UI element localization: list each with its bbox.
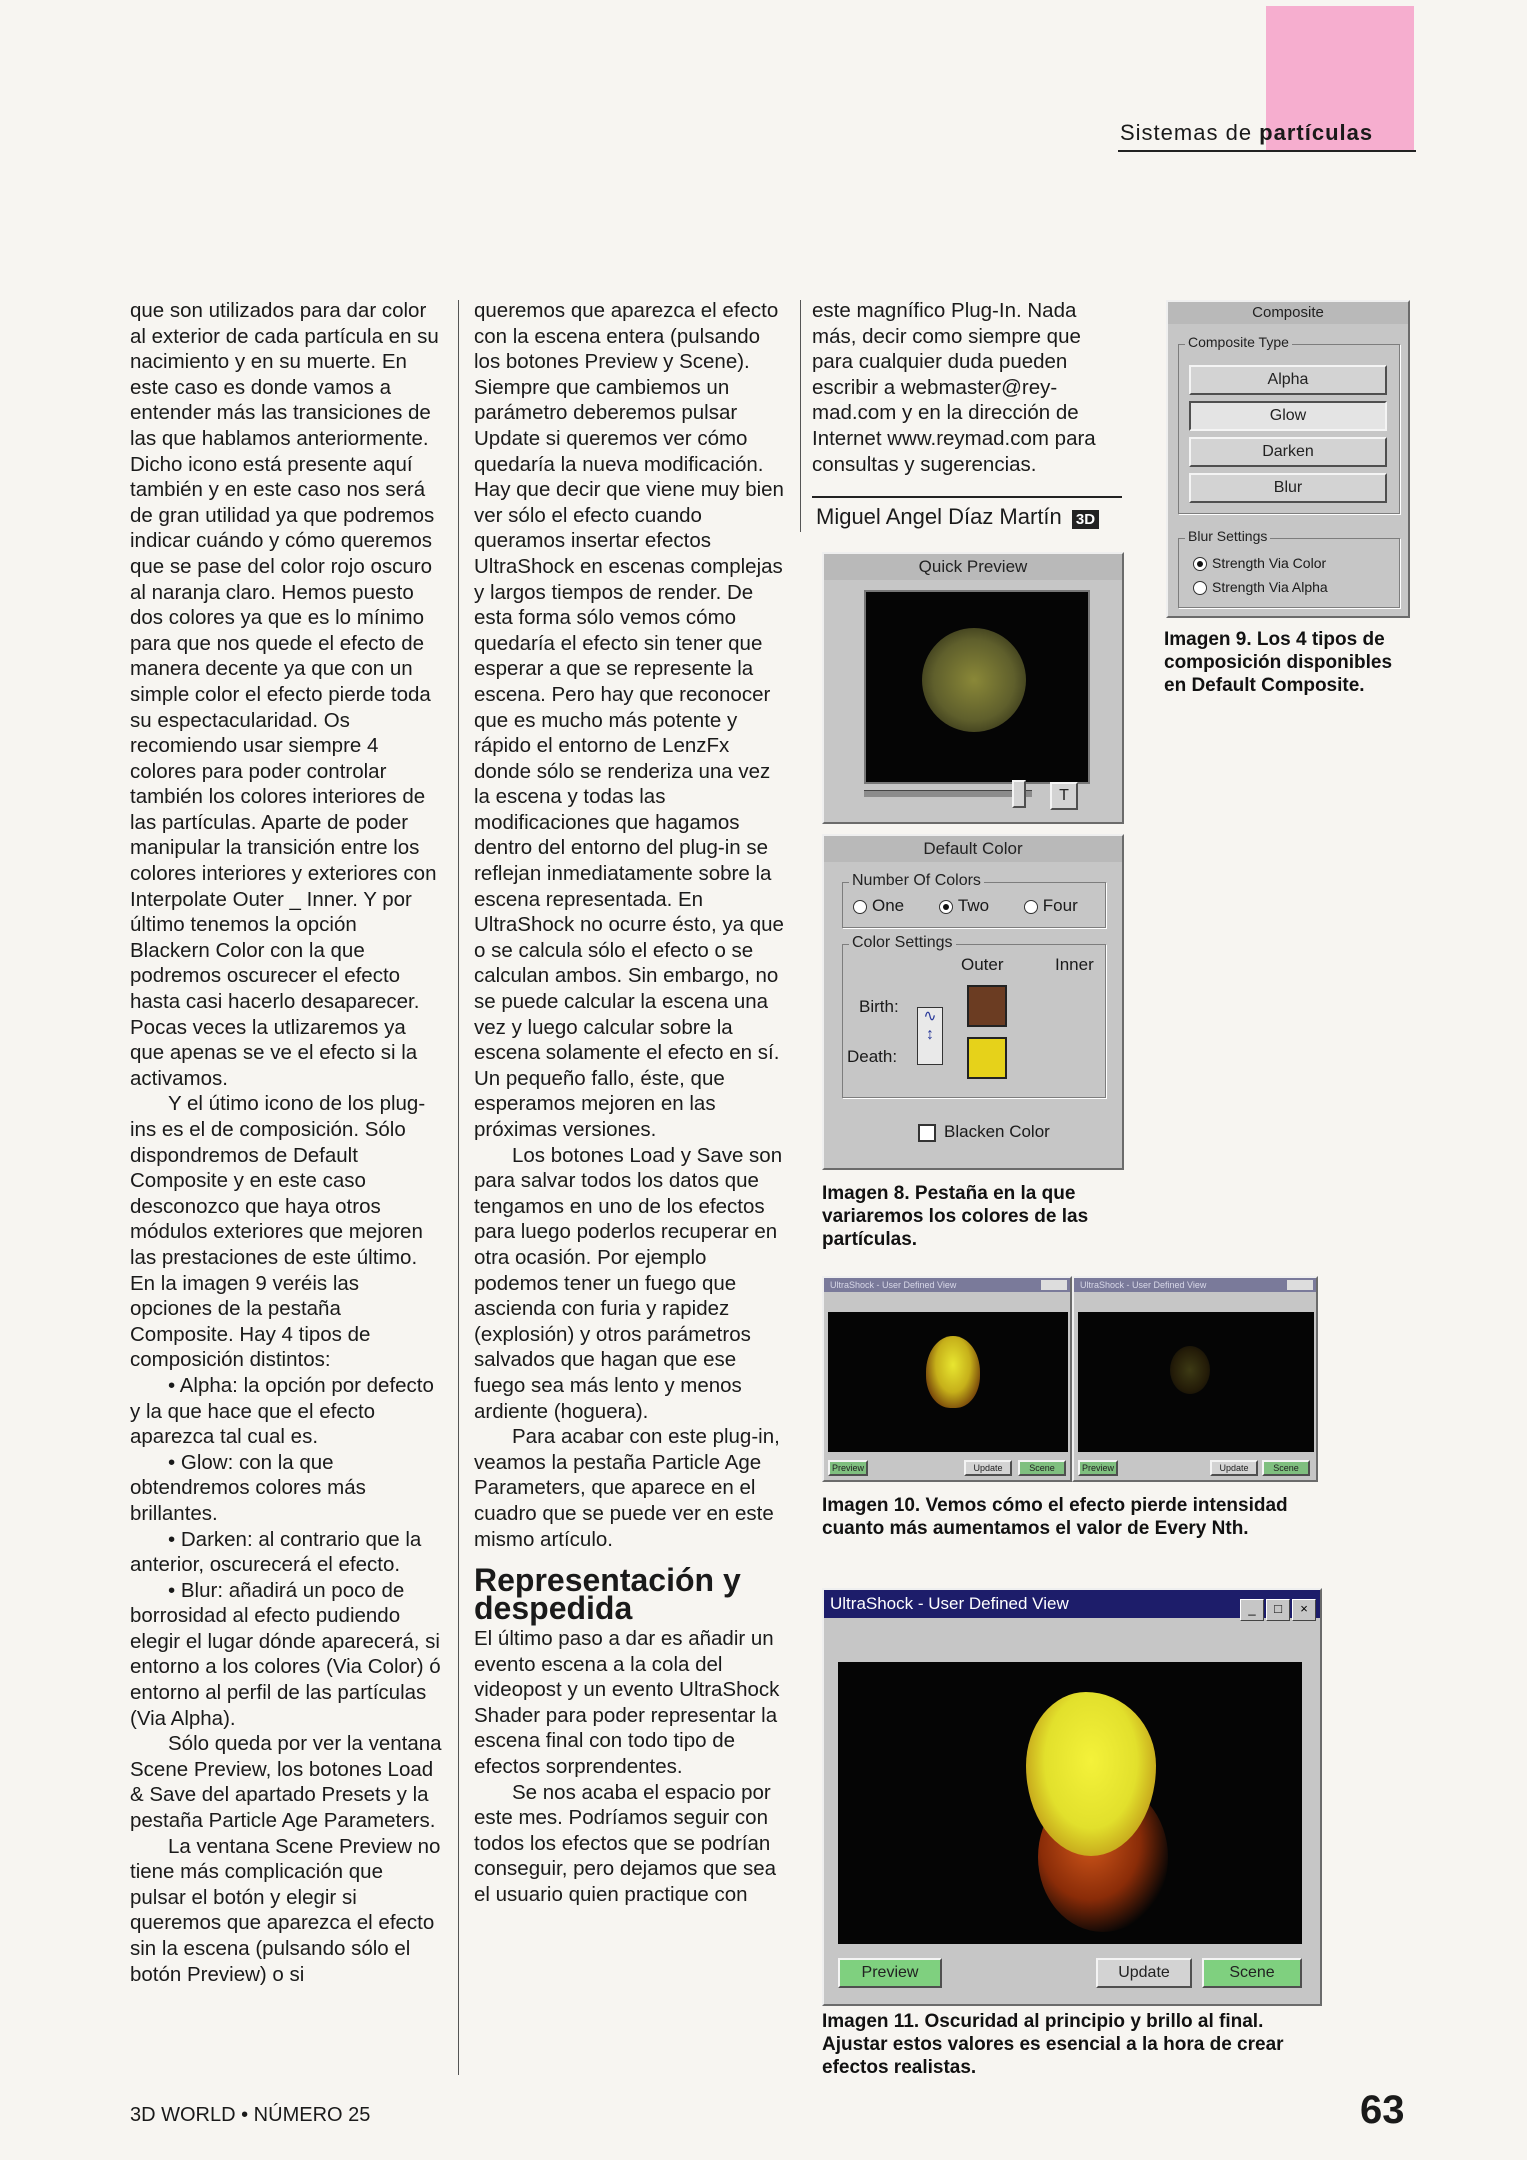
blur-button[interactable]: Blur [1189, 473, 1387, 503]
ultrashock-title: UltraShock - User Defined View [830, 1594, 1069, 1613]
quick-preview-image [864, 590, 1090, 784]
page-number-value: 63 [1360, 2088, 1405, 2132]
birth-color-swatch[interactable] [967, 985, 1007, 1027]
small-preview-button[interactable]: Preview [828, 1460, 868, 1476]
col1-paragraph: La ventana Scene Preview no tiene más complicación que pulsar el botón y elegir si queremos que aparezca el efecto sin la escena (pulsando sólo el botón Preview) o si [130, 1834, 441, 1986]
number-of-colors-group [842, 872, 1106, 928]
col1-paragraph: que son utilizados para dar color al exterior de cada partícula en su nacimiento y en su muerte. En este caso es donde vamos a entender más las transiciones de las que hablamos anteriormente. Dicho icono está presente aquí también y en este caso nos será de gran utilidad ya que podremos indicar cuándo y cómo queremos que se pase del color rojo oscuro al naranja claro. Hemos puesto dos colores ya que es lo mínimo para que nos quede el efecto de manera decente ya que con un simple color el efecto pierde toda su espectacularidad. Os recomiendo usar siempre 4 colores para poder controlar también los colores interiores de las partículas. Aparte de poder manipular la transición entre los colores interiores y exteriores con Interpolate Outer _ Inner. Y por último tenemos la opción Blackern Color con la que podremos oscurecer el efecto hasta casi hacerlo desaparecer. Pocas veces la utlizaremos ya que apenas se ve el efecto si la activamos. [130, 299, 439, 1090]
minimize-button[interactable]: _ [1240, 1599, 1264, 1621]
small-preview-button[interactable]: Preview [1078, 1460, 1118, 1476]
t-button[interactable]: T [1050, 782, 1078, 810]
radio-two-indicator [939, 900, 953, 914]
inner-label: Inner [1055, 955, 1094, 974]
author-rule [812, 496, 1122, 498]
col1-bullet: • Alpha: la opción por defecto y la que hace que el efecto aparezca tal cual es. [130, 1373, 434, 1449]
slider-thumb[interactable] [1012, 780, 1026, 808]
col2-paragraph: El último paso a dar es añadir un evento escena a la cola del videopost y un evento UltraShock Shader para poder representar la escena final con todo tipo de efectos sorprendentes. [474, 1627, 780, 1779]
maximize-button[interactable]: □ [1266, 1599, 1290, 1621]
frame-slider[interactable] [864, 790, 1032, 797]
close-button[interactable]: × [1292, 1599, 1316, 1621]
birth-label: Birth: [859, 997, 899, 1016]
fire-effect-dim [1170, 1346, 1210, 1394]
header-rule [1118, 150, 1416, 152]
composite-title: Composite [1168, 302, 1408, 324]
radio-one-label: One [872, 896, 905, 915]
transition-icon[interactable]: ∿ ↕ [917, 1007, 943, 1065]
small-render-window-right [1072, 1276, 1318, 1482]
radio-one-indicator [853, 900, 867, 914]
column-rule [800, 300, 801, 532]
col2-paragraph: Se nos acaba el espacio por este mes. Podríamos seguir con todos los efectos que se podrían conseguir, pero dejamos que sea el usuario quien practique con [474, 1780, 777, 1907]
composite-type-group [1178, 334, 1400, 514]
fire-effect-bright [926, 1336, 980, 1408]
radio-one[interactable] [853, 896, 904, 915]
strength-via-color-label: Strength Via Color [1212, 555, 1327, 571]
strength-via-color-radio[interactable] [1193, 555, 1326, 571]
radio-four-indicator [1024, 900, 1038, 914]
number-of-colors-options [853, 896, 1103, 916]
section-heading: Representación y despedida [474, 1562, 741, 1627]
col1-bullet: • Blur: añadirá un poco de borrosidad al efecto pudiendo elegir el lugar dónde aparecerá, si entorno a los colores (Via Color) ó entorno al perfil de las partículas (Via Alpha). [130, 1578, 441, 1730]
col1-paragraph: Sólo queda por ver la ventana Scene Preview, los botones Load & Save del apartado Presets y la pestaña Particle Age Parameters. [130, 1732, 442, 1833]
column-1 [130, 298, 442, 1987]
strength-via-alpha-radio[interactable] [1193, 579, 1328, 595]
quick-preview-panel [822, 552, 1124, 824]
page-number [1360, 2088, 1405, 2133]
blacken-color-label: Blacken Color [944, 1122, 1050, 1141]
glow-button[interactable]: Glow [1189, 401, 1387, 431]
small-window-title: UltraShock - User Defined View [830, 1280, 957, 1290]
strength-via-alpha-indicator [1193, 581, 1207, 595]
outer-label: Outer [961, 955, 1004, 974]
radio-two[interactable] [939, 896, 989, 915]
small-window-controls[interactable] [1287, 1280, 1313, 1290]
render-preview-left [828, 1312, 1068, 1452]
caption-imagen-9: Imagen 9. Los 4 tipos de composición disponibles en Default Composite. [1164, 629, 1393, 696]
color-settings-label: Color Settings [849, 934, 956, 952]
small-window-title: UltraShock - User Defined View [1080, 1280, 1207, 1290]
col2-paragraph: Para acabar con este plug-in, veamos la pestaña Particle Age Parameters, que aparece en el cuadro que se puede ver en este mismo artículo. [474, 1425, 780, 1551]
col1-bullet: • Glow: con la que obtendremos colores más brillantes. [130, 1450, 366, 1525]
blur-settings-label: Blur Settings [1185, 528, 1270, 544]
column-rule [458, 300, 459, 2075]
quick-preview-title: Quick Preview [824, 554, 1122, 580]
number-of-colors-label: Number Of Colors [849, 872, 984, 890]
ultrashock-render-view [838, 1662, 1302, 1944]
footer-magazine: 3D WORLD • NÚMERO 25 [130, 2104, 371, 2126]
default-color-panel [822, 834, 1124, 1170]
blur-settings-group [1178, 528, 1400, 608]
composite-panel [1166, 300, 1410, 618]
ultrashock-window [822, 1588, 1322, 2006]
render-preview-right [1078, 1312, 1314, 1452]
caption-imagen-8: Imagen 8. Pestaña en la que variaremos los colores de las partículas. [822, 1183, 1089, 1250]
section-header-bold: partículas [1259, 120, 1374, 145]
strength-via-alpha-label: Strength Via Alpha [1212, 579, 1328, 595]
section-header-plain: Sistemas de [1120, 120, 1260, 145]
strength-via-color-indicator [1193, 557, 1207, 571]
window-controls [1238, 1594, 1316, 1622]
default-color-title: Default Color [824, 836, 1122, 862]
col3-paragraph: este magnífico Plug-In. Nada más, decir como siempre que para cualquier duda pueden escribir a webmaster@rey-mad.com y en la dirección de Internet www.reymad.com para consultas y sugerencias. [812, 299, 1096, 476]
radio-two-label: Two [957, 896, 990, 915]
author-line [816, 504, 1099, 530]
radio-four-label: Four [1042, 896, 1078, 915]
scene-button[interactable]: Scene [1202, 1958, 1302, 1988]
alpha-button[interactable]: Alpha [1189, 365, 1387, 395]
small-render-window-left [822, 1276, 1072, 1482]
preview-button[interactable]: Preview [838, 1958, 942, 1988]
particle-glow [922, 628, 1026, 732]
update-button[interactable]: Update [1096, 1958, 1192, 1988]
small-scene-button[interactable]: Scene [1262, 1460, 1310, 1476]
small-window-titlebar [1074, 1278, 1316, 1292]
blacken-color-checkbox[interactable] [918, 1122, 1050, 1142]
death-color-swatch[interactable] [967, 1037, 1007, 1079]
author-name: Miguel Angel Díaz Martín [816, 504, 1062, 529]
small-window-titlebar [824, 1278, 1070, 1292]
col2-paragraph: queremos que aparezca el efecto con la escena entera (pulsando los botones Preview y Scene). Siempre que cambiemos un parámetro deberemos pulsar Update si queremos ver cómo quedaría la nueva modificación. Hay que decir que viene muy bien ver sólo el efecto cuando queramos insertar efectos UltraShock en escenas complejas y largos tiempos de render. De esta forma sólo vemos cómo quedaría el efecto sin tener que esperar a que se represente la escena. Pero hay que reconocer que es mucho más potente y rápido el entorno de LenzFx donde sólo se renderiza una vez la escena y todas las modificaciones que hagamos dentro del entorno del plug-in se reflejan inmediatamente sobre la escena representada. En UltraShock no ocurre ésto, ya que o se calcula sólo el efecto o se calculan ambos. Sin embargo, no se puede calcular la escena una vez y luego calcular sobre la escena solamente el efecto en sí. Un pequeño fallo, éste, que esperamos mejoren en las próximas versiones. [474, 299, 784, 1141]
column-2 [474, 298, 786, 1908]
ultrashock-titlebar [824, 1590, 1320, 1618]
small-update-button[interactable]: Update [964, 1460, 1012, 1476]
small-scene-button[interactable]: Scene [1018, 1460, 1066, 1476]
darken-button[interactable]: Darken [1189, 437, 1387, 467]
small-window-controls[interactable] [1041, 1280, 1067, 1290]
checkbox-box [918, 1124, 936, 1142]
small-update-button[interactable]: Update [1210, 1460, 1258, 1476]
col1-paragraph: Y el útimo icono de los plug-ins es el de composición. Sólo dispondremos de Default Composite y en este caso desconozco que haya otros módulos exteriores que mejoren las prestaciones de este último. En la imagen 9 veréis las opciones de la pestaña Composite. Hay 4 tipos de composición distintos: [130, 1092, 426, 1372]
3d-badge: 3D [1072, 510, 1099, 529]
death-label: Death: [847, 1047, 898, 1066]
section-header [1120, 120, 1373, 146]
composite-type-label: Composite Type [1185, 334, 1292, 350]
column-3 [812, 298, 1124, 477]
col2-paragraph: Los botones Load y Save son para salvar todos los datos que tengamos en uno de los efectos para luego poderlos recuperar en otra ocasión. Por ejemplo podemos tener un fuego que ascienda con furia y rapidez (explosión) y otros parámetros salvados que hagan que ese fuego sea más lento y menos ardiente (hoguera). [474, 1143, 783, 1423]
radio-four[interactable] [1024, 896, 1078, 915]
col1-bullet: • Darken: al contrario que la anterior, oscurecerá el efecto. [130, 1527, 422, 1577]
caption-imagen-11: Imagen 11. Oscuridad al principio y brillo al final. Ajustar estos valores es esencial a la hora de crear efectos realistas. [822, 2011, 1284, 2078]
color-settings-group [842, 934, 1106, 1098]
caption-imagen-10: Imagen 10. Vemos cómo el efecto pierde intensidad cuanto más aumentamos el valor de Every Nth. [822, 1495, 1288, 1539]
